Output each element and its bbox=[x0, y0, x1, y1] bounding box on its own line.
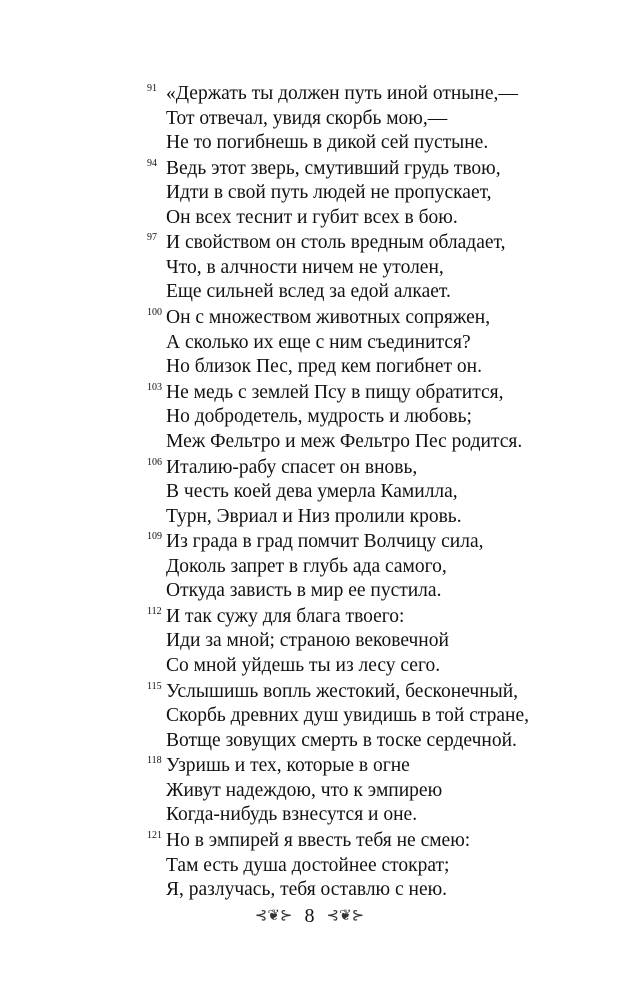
verse-line: Не медь с землей Псу в пищу обратится, bbox=[166, 381, 504, 403]
verse-line: Турн, Эвриал и Низ пролили кровь. bbox=[166, 505, 462, 527]
stanza bbox=[147, 306, 567, 380]
verse-line: «Держать ты должен путь иной отныне,— bbox=[166, 83, 518, 104]
verse-line: Когда-нибудь взнесутся и оне. bbox=[166, 804, 418, 826]
verse-line: Там есть душа достойнее стократ; bbox=[166, 854, 450, 876]
verse-number: 97 bbox=[147, 232, 157, 244]
verse-number: 94 bbox=[147, 157, 157, 169]
verse-number: 118 bbox=[147, 755, 162, 767]
verse-line: Тот отвечал, увидя скорбь мою,— bbox=[166, 107, 448, 129]
stanza bbox=[147, 605, 567, 679]
fleuron-right-icon: ⊰❦⊱ bbox=[326, 908, 365, 924]
verse-line: Иди за мной; страною вековечной bbox=[166, 630, 449, 652]
stanza bbox=[147, 829, 567, 903]
verse-line: Со мной уйдешь ты из лесу сего. bbox=[166, 654, 441, 676]
verse-line: Меж Фельтро и меж Фельтро Пес родится. bbox=[166, 430, 523, 452]
page-footer bbox=[0, 905, 619, 928]
verse-line: Что, в алчности ничем не утолен, bbox=[166, 256, 444, 278]
verse-line: А сколько их еще с ним съединится? bbox=[166, 331, 471, 353]
verse-number: 112 bbox=[147, 605, 162, 617]
verse-line: Ведь этот зверь, смутивший грудь твою, bbox=[166, 157, 501, 179]
verse-line: Но близок Пес, пред кем погибнет он. bbox=[166, 356, 482, 378]
verse-line: Я, разлучась, тебя оставлю с нею. bbox=[166, 879, 448, 900]
verse-line: Еще сильней вслед за едой алкает. bbox=[166, 281, 451, 303]
verse-line: В честь коей дева умерла Камилла, bbox=[166, 481, 458, 502]
verse-number: 100 bbox=[147, 307, 162, 319]
stanza bbox=[147, 82, 567, 156]
verse-line: Идти в свой путь людей не пропускает, bbox=[166, 182, 492, 204]
stanza bbox=[147, 456, 567, 530]
verse-line: Узришь и тех, которые в огне bbox=[166, 755, 410, 777]
verse-line: Откуда зависть в мир ее пустила. bbox=[166, 580, 442, 602]
stanza bbox=[147, 381, 567, 455]
verse-line: И так сужу для блага твоего: bbox=[166, 605, 405, 627]
verse-line: Скорбь древних душ увидишь в той стране, bbox=[166, 705, 529, 727]
stanza bbox=[147, 680, 567, 754]
verse-line: Не то погибнешь в дикой сей пустыне. bbox=[166, 132, 489, 153]
fleuron-left-icon: ⊰❦⊱ bbox=[254, 908, 293, 924]
verse-number: 91 bbox=[147, 83, 157, 94]
stanza bbox=[147, 530, 567, 604]
verse-line: Услышишь вопль жестокий, бесконечный, bbox=[166, 680, 519, 702]
stanza bbox=[147, 754, 567, 828]
verse-number: 106 bbox=[147, 456, 162, 468]
verse-line: Вотще зовущих смерть в тоске сердечной. bbox=[166, 729, 517, 751]
stanza bbox=[147, 157, 567, 231]
page-number: 8 bbox=[304, 905, 315, 927]
verse-line: Но в эмпирей я ввесть тебя не смею: bbox=[166, 830, 471, 851]
verse-line: Из града в град помчит Волчицу сила, bbox=[166, 531, 484, 553]
verse-number: 103 bbox=[147, 381, 162, 393]
verse-number: 121 bbox=[147, 830, 162, 841]
verse-number: 115 bbox=[147, 680, 162, 692]
verse-line: Но добродетель, мудрость и любовь; bbox=[166, 406, 472, 428]
verse-line: Доколь запрет в глубь ада самого, bbox=[166, 555, 447, 577]
verse-line: Он с множеством животных сопряжен, bbox=[166, 307, 491, 329]
stanza bbox=[147, 231, 567, 305]
verse-line: Он всех теснит и губит всех в бою. bbox=[166, 206, 458, 228]
verse-line: Живут надеждою, что к эмпирею bbox=[166, 779, 443, 801]
verse-number: 109 bbox=[147, 531, 162, 543]
verse-line: Италию-рабу спасет он вновь, bbox=[166, 456, 418, 478]
verse-line: И свойством он столь вредным обладает, bbox=[166, 232, 506, 254]
